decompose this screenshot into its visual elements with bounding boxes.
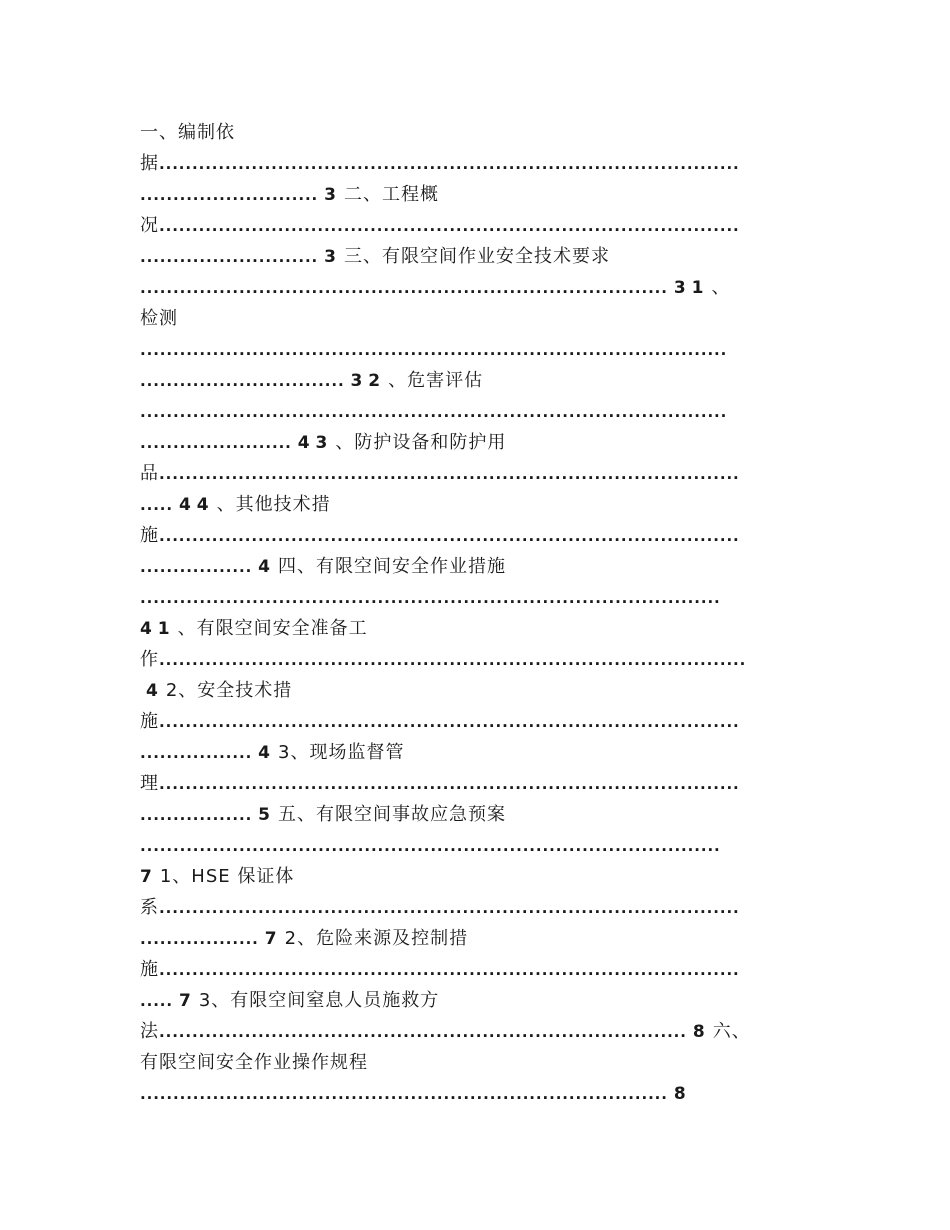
- toc-line: [140, 1047, 820, 1078]
- toc-line: [140, 923, 820, 954]
- toc-page-number: 3 2: [350, 371, 381, 391]
- toc-line: [140, 458, 820, 489]
- toc-page-number: 5: [258, 805, 271, 825]
- toc-line: [140, 427, 820, 458]
- toc-line: [140, 799, 820, 830]
- toc-entry-text: 、有限空间安全准备工: [177, 618, 368, 639]
- toc-leader-dots: ........................................................................................: [159, 155, 740, 173]
- toc-line: [140, 272, 820, 303]
- toc-leader-dots: ........................................................................................: [159, 961, 740, 979]
- toc-page-number: 8: [692, 1022, 705, 1042]
- toc-line: [140, 582, 820, 613]
- toc-line: [140, 551, 820, 582]
- toc-leader-dots: ........................................................................................: [159, 217, 740, 235]
- toc-line: [140, 706, 820, 737]
- toc-page-number: 7: [140, 867, 152, 887]
- toc-entry-text: 检测: [140, 308, 178, 329]
- toc-entry-text: 施: [140, 711, 159, 732]
- toc-entry-text: 五、有限空间事故应急预案: [278, 804, 507, 825]
- toc-line: [140, 861, 820, 892]
- toc-leader-dots: ................................................................................: [140, 1085, 668, 1103]
- toc-line: [140, 768, 820, 799]
- toc-entry-text: 2、安全技术措: [165, 680, 293, 701]
- toc-leader-dots: .........................................................................................: [159, 651, 747, 669]
- toc-line: [140, 210, 820, 241]
- toc-line: [140, 396, 820, 427]
- toc-entry-text: 二、工程概: [344, 184, 439, 205]
- toc-page-number: 3: [324, 247, 336, 267]
- toc-line: [140, 1016, 820, 1047]
- toc-line: [140, 1078, 820, 1109]
- toc-line: [140, 520, 820, 551]
- toc-leader-dots: ........................................................................................: [140, 837, 721, 855]
- toc-entry-text: 一、编制依: [140, 122, 235, 143]
- toc-page-number: 8: [673, 1084, 686, 1104]
- toc-line: [140, 148, 820, 179]
- toc-leader-dots: ................................................................................: [140, 279, 668, 297]
- toc-leader-dots: ........................................................................................: [159, 465, 740, 483]
- toc-entry-text: 六、: [712, 1021, 751, 1042]
- toc-leader-dots: ........................................................................................: [140, 589, 721, 607]
- toc-leader-dots: .................: [140, 744, 253, 762]
- toc-page-number: 4: [146, 681, 158, 701]
- toc-line: [140, 954, 820, 985]
- toc-entry-text: 三、有限空间作业安全技术要求: [344, 246, 610, 267]
- toc-entry-text: 2、危险来源及控制措: [284, 928, 469, 949]
- toc-entry-text: 、防护设备和防护用: [335, 432, 507, 453]
- toc-leader-dots: ........................................................................................: [159, 713, 740, 731]
- toc-entry-text: 3、现场监督管: [278, 742, 405, 763]
- toc-leader-dots: ........................................................................................: [159, 899, 740, 917]
- toc-page-number: 3 1: [673, 278, 704, 298]
- toc-entry-text: 施: [140, 525, 159, 546]
- toc-leader-dots: ........................................................................................: [159, 527, 740, 545]
- toc-line: [140, 334, 820, 365]
- toc-leader-dots: .........................................................................................: [140, 403, 728, 421]
- toc-entry-text: 系: [140, 897, 159, 918]
- toc-line: [140, 489, 820, 520]
- toc-entry-text: 3、有限空间窒息人员施救方: [198, 990, 440, 1011]
- toc-entry-text: 1、HSE 保证体: [159, 866, 295, 887]
- toc-line: [140, 303, 820, 334]
- toc-entry-text: 、: [711, 277, 731, 298]
- toc-line: [140, 613, 820, 644]
- toc-leader-dots: ..................: [140, 930, 259, 948]
- toc-page-number: 4: [258, 557, 271, 577]
- toc-entry-text: 品: [140, 463, 159, 484]
- toc-line: [140, 365, 820, 396]
- toc-entry-text: 四、有限空间安全作业措施: [278, 556, 507, 577]
- toc-leader-dots: ...........................: [140, 186, 319, 204]
- toc-entry-text: 、危害评估: [388, 370, 484, 391]
- toc-page-number: 7: [264, 929, 277, 949]
- toc-line: [140, 892, 820, 923]
- toc-page-number: 4 4: [179, 495, 209, 515]
- toc-line: [140, 241, 820, 272]
- toc-line: [140, 179, 820, 210]
- toc-line: [140, 985, 820, 1016]
- toc-leader-dots: .........................................................................................: [140, 341, 728, 359]
- toc-line: [140, 737, 820, 768]
- toc-entry-text: 施: [140, 959, 159, 980]
- toc-entry-text: 据: [140, 153, 159, 174]
- toc-line: [140, 830, 820, 861]
- toc-leader-dots: ................................................................................: [159, 1023, 687, 1041]
- toc-entry-text: 、其他技术措: [216, 494, 331, 515]
- toc-line: [140, 644, 820, 675]
- toc-line: [140, 117, 820, 148]
- toc-leader-dots: ...............................: [140, 372, 345, 390]
- toc-leader-dots: ........................................................................................: [159, 775, 740, 793]
- toc-page-number: 4 3: [297, 433, 328, 453]
- toc-entry-text: 况: [140, 215, 159, 236]
- toc-leader-dots: .......................: [140, 434, 292, 452]
- toc-leader-dots: .................: [140, 558, 253, 576]
- toc-leader-dots: .....: [140, 496, 173, 514]
- toc-entry-text: 有限空间安全作业操作规程: [140, 1052, 368, 1073]
- toc-page-number: 7: [179, 991, 191, 1011]
- toc-leader-dots: .....: [140, 992, 173, 1010]
- toc-entry-text: 作: [140, 649, 159, 670]
- toc-page-number: 4 1: [140, 619, 170, 639]
- toc-page-number: 4: [258, 743, 271, 763]
- toc-leader-dots: ...........................: [140, 248, 319, 266]
- toc-page-number: 3: [324, 185, 336, 205]
- toc-leader-dots: .................: [140, 806, 253, 824]
- table-of-contents: [140, 117, 820, 1109]
- toc-entry-text: 理: [140, 773, 159, 794]
- toc-line: [140, 675, 820, 706]
- toc-entry-text: 法: [140, 1021, 159, 1042]
